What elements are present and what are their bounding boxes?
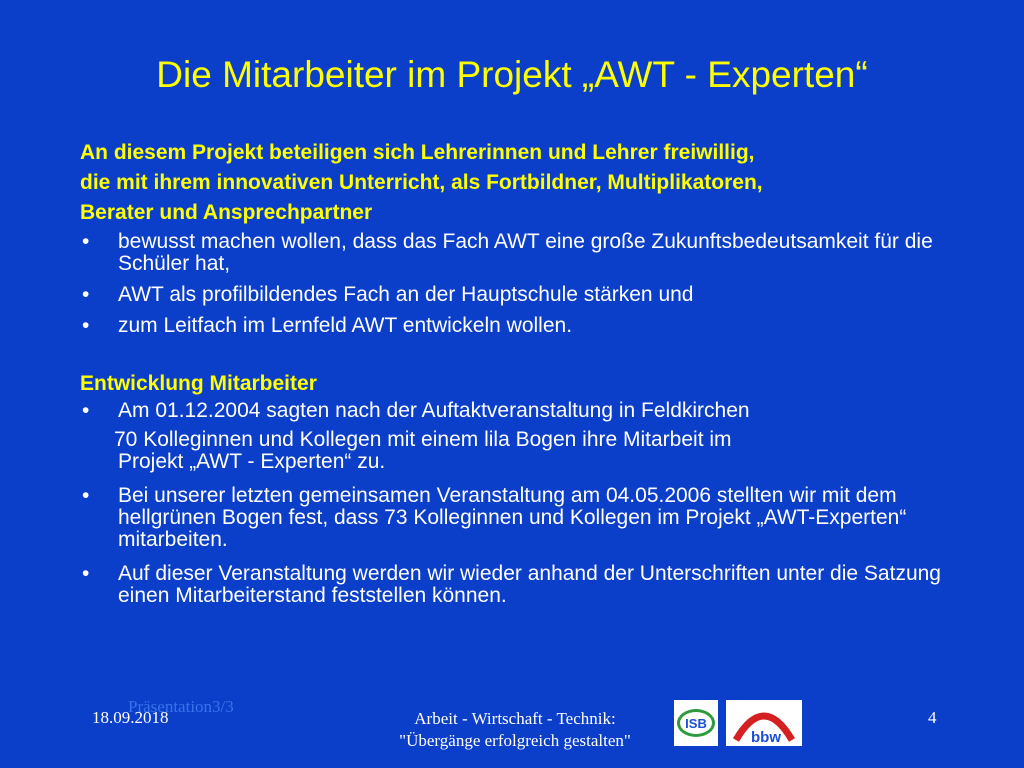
list-item-text: zum Leitfach im Lernfeld AWT entwickeln wollen. — [118, 314, 573, 337]
goals-list — [80, 231, 960, 337]
list-item-text: Bei unserer letzten gemeinsamen Veranstaltung am 04.05.2006 stellten wir mit dem hellgrünen Bogen fest, dass 73 Kolleginnen und Kollegen im Projekt „AWT-Experten“ mitarbeiten. — [118, 484, 907, 551]
slide-title: Die Mitarbeiter im Projekt „AWT - Experten“ — [156, 54, 868, 95]
bullet-icon: • — [82, 562, 90, 585]
continuation-line: 70 Kolleginnen und Kollegen mit einem lila Bogen ihre Mitarbeit im — [114, 428, 732, 451]
bullet-icon: • — [82, 314, 90, 337]
footer-title-line: Arbeit - Wirtschaft - Technik: — [414, 709, 616, 728]
slide-content — [80, 138, 960, 607]
continuation-text — [80, 429, 960, 473]
list-item-text: Auf dieser Veranstaltung werden wir wieder anhand der Unterschriften unter die Satzung einen Mitarbeiterstand feststellen können. — [118, 562, 941, 607]
list-item — [80, 315, 960, 337]
section-heading: Entwicklung Mitarbeiter — [80, 372, 317, 395]
list-item-text: AWT als profilbildendes Fach an der Hauptschule stärken und — [118, 283, 694, 306]
list-item-text: Am 01.12.2004 sagten nach der Auftaktveranstaltung in Feldkirchen — [118, 399, 750, 422]
bullet-icon: • — [82, 230, 90, 253]
continuation-line: Projekt „AWT - Experten“ zu. — [118, 450, 386, 473]
bullet-icon: • — [82, 484, 90, 507]
list-item-text: bewusst machen wollen, dass das Fach AWT eine große Zukunftsbedeutsamkeit für die Schüler hat, — [118, 230, 933, 275]
intro-line: An diesem Projekt beteiligen sich Lehrerinnen und Lehrer freiwillig, — [80, 141, 755, 164]
intro-line: die mit ihrem innovativen Unterricht, als Fortbildner, Multiplikatoren, — [80, 171, 763, 194]
list-item — [80, 284, 960, 306]
isb-logo — [674, 700, 718, 746]
footer-date: 18.09.2018 — [92, 708, 169, 727]
footer-title-line: "Übergänge erfolgreich gestalten" — [399, 731, 631, 750]
bullet-icon: • — [82, 283, 90, 306]
development-list — [80, 400, 960, 422]
list-item — [80, 563, 960, 607]
development-list-2 — [80, 485, 960, 607]
footer-overlay-text: Präsentation3/3 — [128, 697, 234, 716]
bullet-icon: • — [82, 399, 90, 422]
list-item — [80, 231, 960, 275]
page-number: 4 — [928, 708, 937, 727]
bbw-logo — [726, 700, 802, 746]
bbw-logo-text: bbw — [751, 729, 781, 746]
footer-title — [340, 708, 690, 752]
intro-text — [80, 138, 960, 228]
isb-logo-text: ISB — [685, 716, 707, 731]
list-item — [80, 400, 960, 422]
list-item — [80, 485, 960, 551]
intro-line: Berater und Ansprechpartner — [80, 201, 373, 224]
